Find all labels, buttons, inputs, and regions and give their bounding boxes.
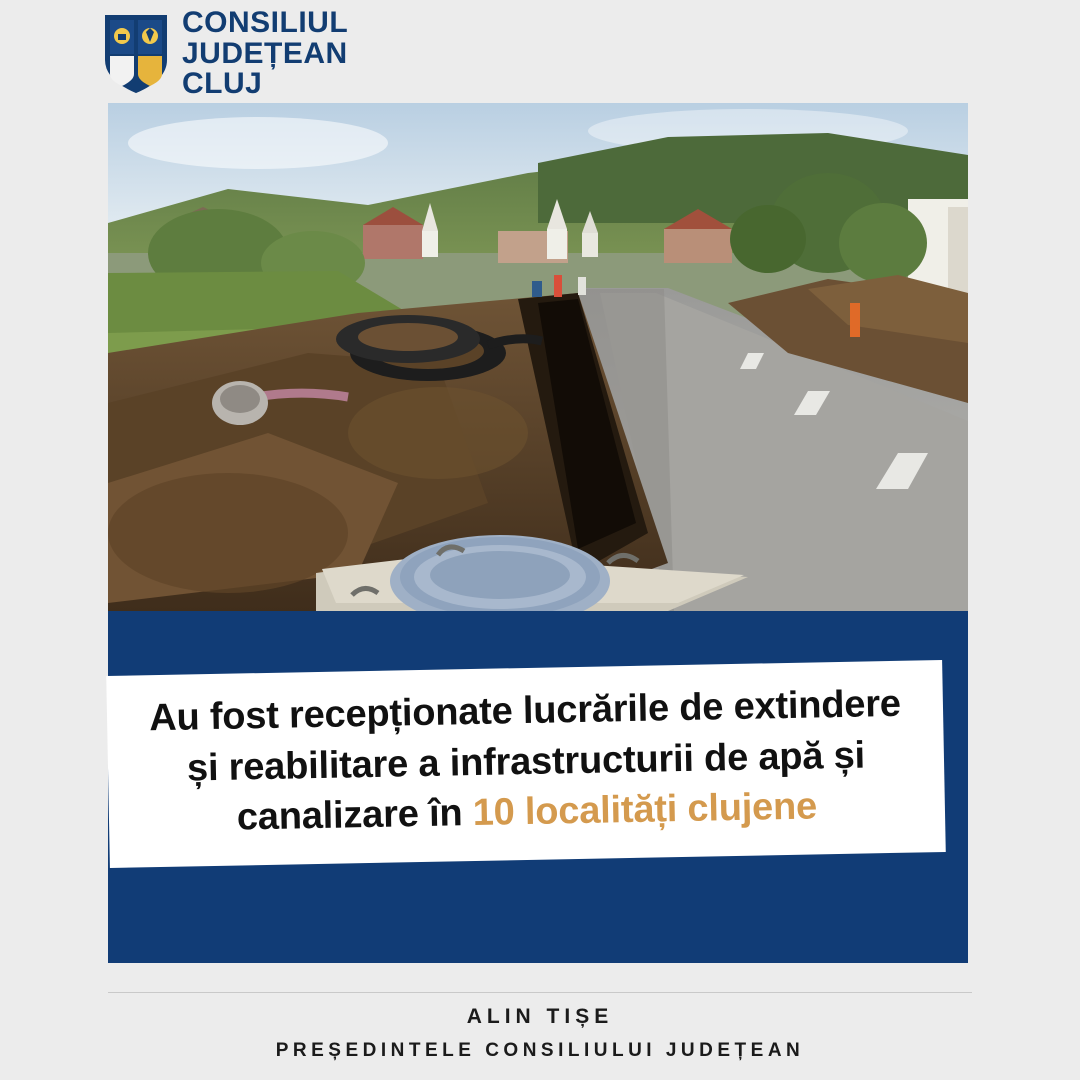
brand-header (104, 8, 348, 100)
footer-divider (108, 992, 972, 993)
signature-name: ALIN TIȘE (466, 1005, 614, 1028)
road-construction-trench-photo (108, 103, 968, 611)
county-coat-of-arms-icon (104, 14, 168, 94)
brand-line-2: JUDEȚEAN (182, 36, 348, 70)
signature-role: PREȘEDINTELE CONSILIULUI JUDEȚEAN (275, 1040, 805, 1061)
headline-text (133, 678, 920, 845)
headline-card (106, 660, 946, 868)
footer (0, 1005, 1080, 1062)
headline-accent: 10 localități clujene (472, 785, 818, 835)
headline-main: Au fost recepționate lucrările de extindere și reabilitare a infrastructurii de apă și canalizare în (148, 682, 902, 839)
brand-line-1: CONSILIUL (182, 6, 349, 39)
brand-line-3: CLUJ (182, 67, 263, 101)
brand-text (182, 8, 348, 100)
